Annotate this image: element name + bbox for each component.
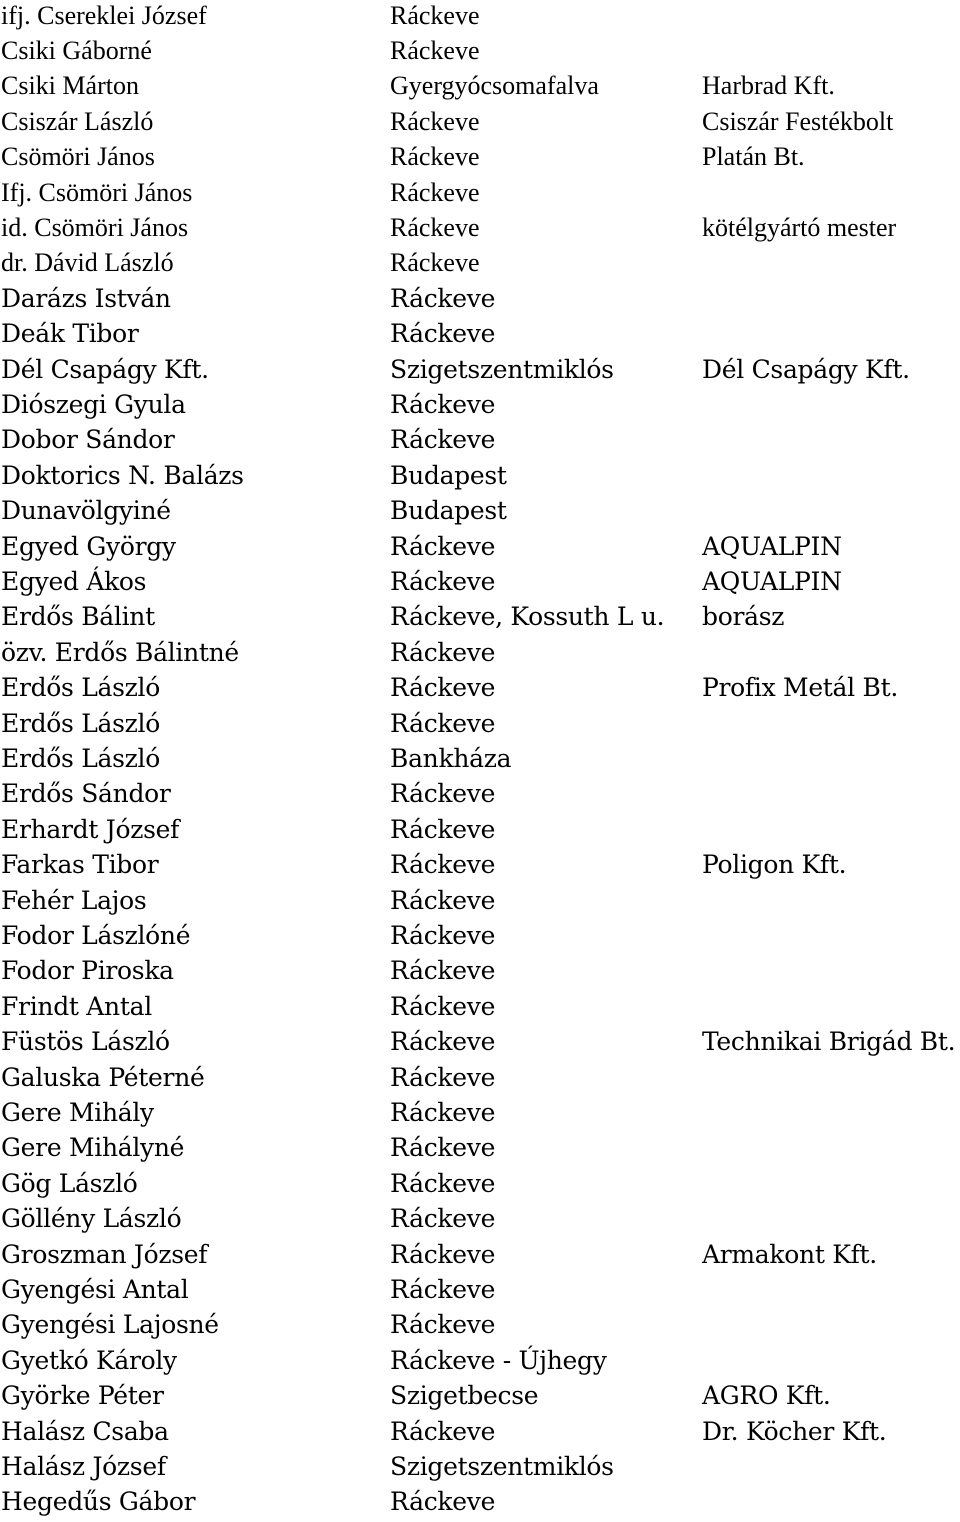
location: Szigetszentmiklós bbox=[390, 1451, 614, 1481]
business-note: Dél Csapágy Kft. bbox=[702, 354, 910, 384]
location: Ráckeve bbox=[390, 1239, 496, 1269]
business-note: borász bbox=[702, 602, 785, 632]
location: Ráckeve bbox=[390, 920, 496, 950]
location: Ráckeve bbox=[390, 1274, 496, 1304]
person-name: Fehér Lajos bbox=[1, 885, 147, 915]
list-row bbox=[0, 1166, 960, 1201]
person-name: Ifj. Csömöri János bbox=[1, 177, 193, 207]
location: Bankháza bbox=[390, 743, 512, 773]
list-row bbox=[0, 139, 960, 174]
person-name: Fodor Lászlóné bbox=[1, 920, 191, 950]
person-name: Galuska Péterné bbox=[1, 1062, 205, 1092]
person-name: Gyetkó Károly bbox=[1, 1345, 177, 1375]
list-row bbox=[0, 883, 960, 918]
person-name: Dobor Sándor bbox=[1, 425, 175, 455]
list-row bbox=[0, 812, 960, 847]
person-name: Gere Mihály bbox=[1, 1097, 154, 1127]
list-row bbox=[0, 1130, 960, 1165]
location: Ráckeve - Újhegy bbox=[390, 1345, 607, 1375]
location: Ráckeve bbox=[390, 1133, 496, 1163]
list-row bbox=[0, 1414, 960, 1449]
business-note: AQUALPIN bbox=[702, 566, 842, 596]
location: Ráckeve bbox=[390, 1204, 496, 1234]
location: Ráckeve bbox=[390, 637, 496, 667]
list-row bbox=[0, 387, 960, 422]
location: Ráckeve bbox=[390, 212, 480, 242]
person-name: Egyed György bbox=[1, 531, 176, 561]
list-row bbox=[0, 1484, 960, 1519]
person-name: Erdős Bálint bbox=[1, 602, 155, 632]
person-name: ifj. Csereklei József bbox=[1, 0, 207, 30]
list-row bbox=[0, 635, 960, 670]
location: Gyergyócsomafalva bbox=[390, 71, 599, 101]
list-row bbox=[0, 352, 960, 387]
business-note: Csiszár Festékbolt bbox=[702, 106, 894, 136]
list-row bbox=[0, 33, 960, 68]
person-name: Csömöri János bbox=[1, 142, 155, 172]
location: Ráckeve bbox=[390, 1062, 496, 1092]
location: Ráckeve bbox=[390, 1487, 496, 1517]
list-row bbox=[0, 245, 960, 280]
list-row bbox=[0, 493, 960, 528]
business-note: Platán Bt. bbox=[702, 142, 805, 172]
person-name: Göllény László bbox=[1, 1204, 182, 1234]
list-row bbox=[0, 1095, 960, 1130]
list-row bbox=[0, 741, 960, 776]
list-row bbox=[0, 104, 960, 139]
person-name: Halász Csaba bbox=[1, 1416, 169, 1446]
location: Ráckeve bbox=[390, 389, 496, 419]
list-row bbox=[0, 422, 960, 457]
person-name: Csiki Márton bbox=[1, 71, 139, 101]
location: Ráckeve bbox=[390, 885, 496, 915]
list-row bbox=[0, 1237, 960, 1272]
location: Ráckeve bbox=[390, 566, 496, 596]
location: Ráckeve bbox=[390, 708, 496, 738]
person-name: Füstös László bbox=[1, 1027, 170, 1057]
location: Ráckeve bbox=[390, 319, 496, 349]
location: Ráckeve bbox=[390, 283, 496, 313]
location: Ráckeve, Kossuth L u. bbox=[390, 602, 665, 632]
person-name: Gyengési Antal bbox=[1, 1274, 189, 1304]
list-row bbox=[0, 989, 960, 1024]
person-name: Hegedűs Gábor bbox=[1, 1487, 196, 1517]
person-name: Csiszár László bbox=[1, 106, 154, 136]
person-name: Diószegi Gyula bbox=[1, 389, 186, 419]
list-row bbox=[0, 281, 960, 316]
person-name: Gere Mihályné bbox=[1, 1133, 185, 1163]
business-note: Armakont Kft. bbox=[702, 1239, 877, 1269]
location: Szigetbecse bbox=[390, 1381, 539, 1411]
location: Ráckeve bbox=[390, 1416, 496, 1446]
list-row bbox=[0, 0, 960, 33]
list-row bbox=[0, 1024, 960, 1059]
business-note: Profix Metál Bt. bbox=[702, 673, 898, 703]
list-row bbox=[0, 529, 960, 564]
person-name: dr. Dávid László bbox=[1, 248, 174, 278]
location: Ráckeve bbox=[390, 1097, 496, 1127]
person-name: Farkas Tibor bbox=[1, 850, 159, 880]
person-name: Frindt Antal bbox=[1, 991, 152, 1021]
list-row bbox=[0, 1201, 960, 1236]
location: Ráckeve bbox=[390, 0, 480, 30]
location: Ráckeve bbox=[390, 35, 480, 65]
location: Szigetszentmiklós bbox=[390, 354, 614, 384]
business-note: Poligon Kft. bbox=[702, 850, 847, 880]
list-row bbox=[0, 953, 960, 988]
list-row bbox=[0, 564, 960, 599]
person-name: Darázs István bbox=[1, 283, 171, 313]
location: Ráckeve bbox=[390, 814, 496, 844]
person-name: Erdős László bbox=[1, 673, 160, 703]
business-note: kötélgyártó mester bbox=[702, 212, 897, 242]
list-row bbox=[0, 599, 960, 634]
location: Ráckeve bbox=[390, 956, 496, 986]
list-row bbox=[0, 706, 960, 741]
person-name: Dél Csapágy Kft. bbox=[1, 354, 209, 384]
list-row bbox=[0, 776, 960, 811]
location: Ráckeve bbox=[390, 248, 480, 278]
list-row bbox=[0, 1449, 960, 1484]
location: Ráckeve bbox=[390, 142, 480, 172]
location: Ráckeve bbox=[390, 1027, 496, 1057]
person-name: özv. Erdős Bálintné bbox=[1, 637, 239, 667]
location: Budapest bbox=[390, 460, 507, 490]
person-name: Csiki Gáborné bbox=[1, 35, 152, 65]
business-note: AGRO Kft. bbox=[702, 1381, 831, 1411]
list-row bbox=[0, 670, 960, 705]
business-note: AQUALPIN bbox=[702, 531, 842, 561]
person-name: Halász József bbox=[1, 1451, 166, 1481]
person-name: Deák Tibor bbox=[1, 319, 139, 349]
person-name: id. Csömöri János bbox=[1, 212, 189, 242]
location: Ráckeve bbox=[390, 779, 496, 809]
location: Ráckeve bbox=[390, 425, 496, 455]
location: Ráckeve bbox=[390, 991, 496, 1021]
person-name: Erdős László bbox=[1, 743, 160, 773]
person-name: Gög László bbox=[1, 1168, 138, 1198]
person-name: Erdős Sándor bbox=[1, 779, 171, 809]
list-row bbox=[0, 1060, 960, 1095]
list-row bbox=[0, 458, 960, 493]
person-name: Dunavölgyiné bbox=[1, 496, 171, 526]
location: Ráckeve bbox=[390, 673, 496, 703]
list-row bbox=[0, 68, 960, 103]
person-name: Egyed Ákos bbox=[1, 566, 147, 596]
location: Ráckeve bbox=[390, 1310, 496, 1340]
list-row bbox=[0, 847, 960, 882]
business-note: Technikai Brigád Bt. bbox=[702, 1027, 956, 1057]
list-row bbox=[0, 316, 960, 351]
location: Ráckeve bbox=[390, 531, 496, 561]
business-note: Dr. Köcher Kft. bbox=[702, 1416, 887, 1446]
list-row bbox=[0, 1272, 960, 1307]
location: Ráckeve bbox=[390, 1168, 496, 1198]
location: Ráckeve bbox=[390, 106, 480, 136]
person-name: Groszman József bbox=[1, 1239, 208, 1269]
list-row bbox=[0, 175, 960, 210]
list-row bbox=[0, 1343, 960, 1378]
person-name: Doktorics N. Balázs bbox=[1, 460, 244, 490]
person-name: Györke Péter bbox=[1, 1381, 164, 1411]
location: Ráckeve bbox=[390, 850, 496, 880]
list-row bbox=[0, 1378, 960, 1413]
list-row bbox=[0, 1307, 960, 1342]
list-row bbox=[0, 918, 960, 953]
location: Budapest bbox=[390, 496, 507, 526]
list-row bbox=[0, 210, 960, 245]
location: Ráckeve bbox=[390, 177, 480, 207]
business-note: Harbrad Kft. bbox=[702, 71, 835, 101]
person-name: Erdős László bbox=[1, 708, 160, 738]
person-name: Gyengési Lajosné bbox=[1, 1310, 219, 1340]
person-name: Fodor Piroska bbox=[1, 956, 174, 986]
person-name: Erhardt József bbox=[1, 814, 180, 844]
